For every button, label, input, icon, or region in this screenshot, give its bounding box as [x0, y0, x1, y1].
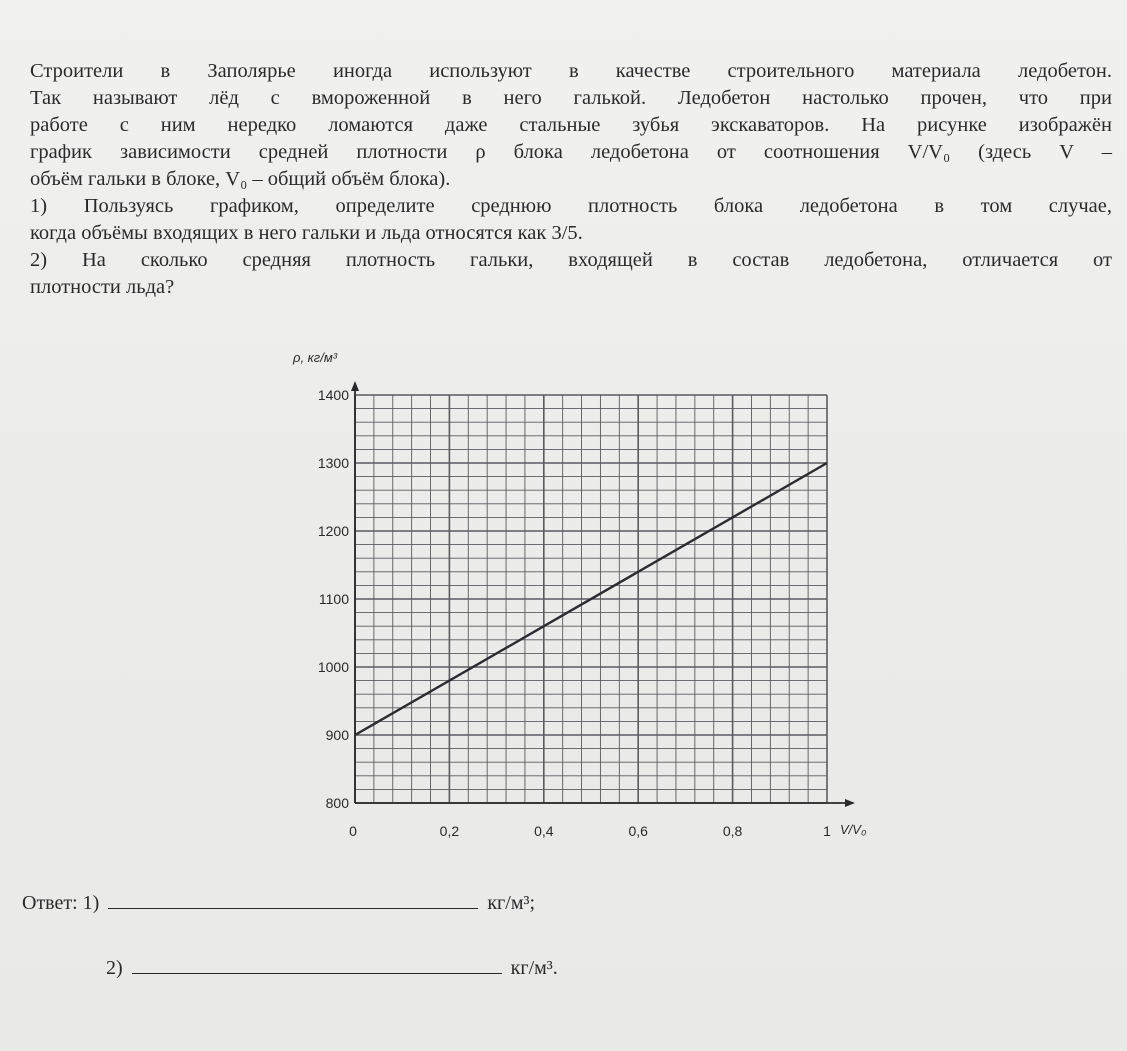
x-tick-label: 0,8	[722, 823, 743, 839]
answer-label-2: 2)	[106, 957, 123, 979]
problem-line: объём гальки в блоке, V₀ – общий объём блока).	[30, 168, 451, 190]
answer-row-1	[22, 890, 535, 915]
density-chart	[285, 340, 885, 860]
answer-field-1[interactable]	[108, 890, 478, 909]
x-tick-label: 0,6	[628, 823, 648, 839]
x-axis-arrow-icon	[845, 799, 855, 807]
answer-row-2	[106, 955, 558, 980]
y-tick-label: 1400	[317, 387, 349, 403]
question-1-line: когда объёмы входящих в него гальки и льда относятся как 3/5.	[30, 222, 583, 244]
x-tick-label: 0	[349, 823, 357, 839]
x-axis-label: V/V₀	[840, 822, 867, 837]
answer-unit-1: кг/м³;	[487, 892, 536, 914]
y-tick-label: 1200	[317, 523, 349, 539]
answer-unit-2: кг/м³.	[510, 957, 558, 979]
question-2-line: 2) На сколько средняя плотность гальки, входящей в состав ледобетона, отличается от	[30, 249, 1112, 271]
problem-line: Строители в Заполярье иногда используют в качестве строительного материала ледобетон.	[30, 60, 1112, 82]
problem-text	[30, 58, 1112, 301]
chart-axes	[351, 381, 855, 807]
y-tick-label: 900	[325, 727, 349, 743]
y-tick-label: 1000	[317, 659, 349, 675]
problem-line: работе с ним нередко ломаются даже стальные зубья экскаваторов. На рисунке изображён	[30, 114, 1112, 136]
y-tick-label: 800	[325, 795, 349, 811]
x-tick-label: 1	[823, 823, 831, 839]
x-tick-label: 0,2	[439, 823, 460, 839]
question-1-line: 1) Пользуясь графиком, определите среднюю плотность блока ледобетона в том случае,	[30, 195, 1112, 217]
question-2-line: плотности льда?	[30, 276, 175, 298]
y-axis-arrow-icon	[351, 381, 359, 391]
answer-label-1: Ответ: 1)	[22, 892, 100, 914]
problem-line: график зависимости средней плотности ρ блока ледобетона от соотношения V/V₀ (здесь V –	[30, 141, 1112, 163]
x-tick-label: 0,4	[534, 823, 554, 839]
chart-svg	[285, 340, 885, 860]
problem-line: Так называют лёд с вмороженной в него галькой. Ледобетон настолько прочен, что при	[30, 87, 1112, 109]
y-axis-label: ρ, кг/м³	[293, 350, 338, 365]
answer-field-2[interactable]	[132, 955, 502, 974]
y-tick-label: 1100	[318, 591, 349, 607]
y-tick-label: 1300	[317, 455, 349, 471]
